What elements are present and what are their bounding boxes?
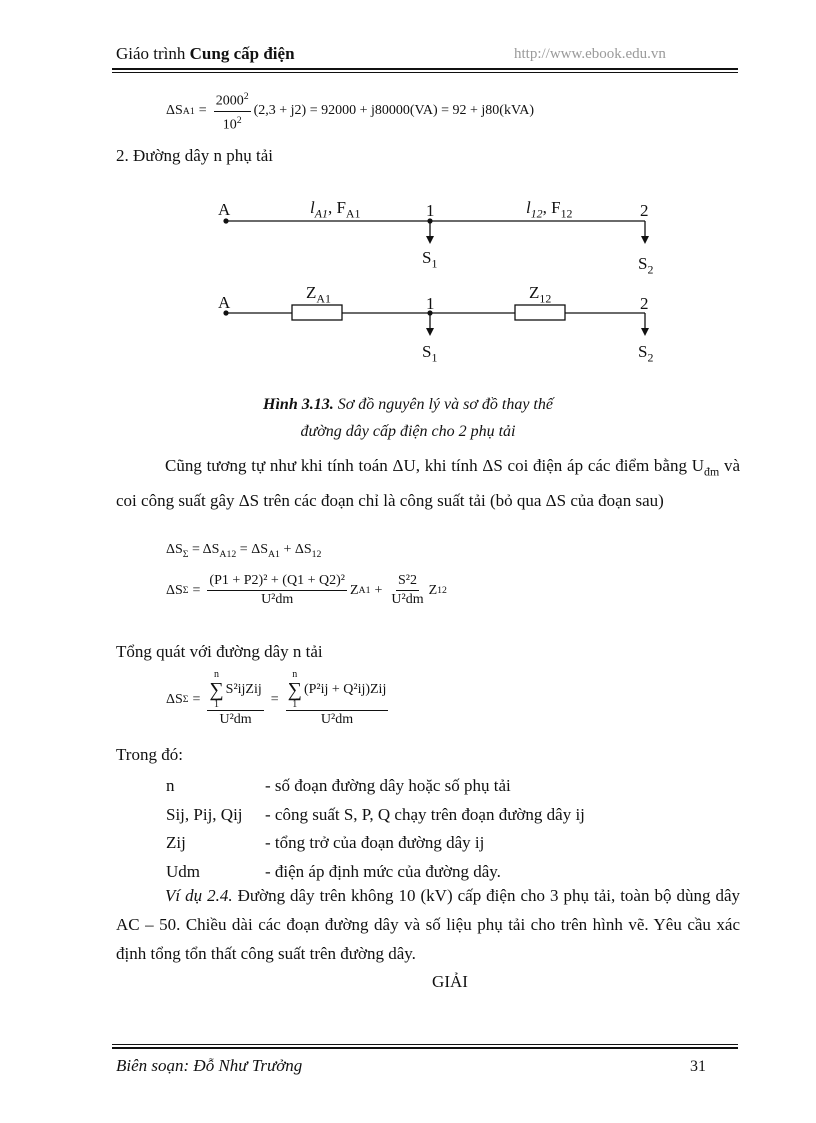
section-heading: 2. Đường dây n phụ tải	[116, 146, 274, 165]
seg1-f: , F	[327, 198, 346, 217]
equation-general	[166, 670, 391, 729]
top-load1-arrow	[426, 236, 434, 244]
za1-label	[306, 283, 331, 306]
gen-sum2-top: n	[292, 669, 298, 680]
gen-frac2	[286, 670, 389, 729]
z12-label	[529, 283, 551, 306]
bottom-load2-label	[638, 342, 653, 365]
header-prefix: Giáo trình	[116, 44, 190, 63]
top-node-2-label: 2	[640, 201, 649, 220]
sum2-plus: +	[374, 582, 383, 598]
gen-sum1-sigma: ∑	[209, 679, 224, 701]
header-url[interactable]: http://www.ebook.edu.vn	[514, 46, 666, 62]
sum2-z2-sub: 12	[437, 585, 447, 596]
legend-symbol-n: n	[166, 776, 175, 795]
top-seg1-label	[310, 198, 360, 221]
seg2-f-sub: 12	[560, 206, 573, 221]
sum2-z1-sub: A1	[358, 585, 371, 596]
sum2-frac1	[207, 572, 347, 609]
equation-sum2	[166, 572, 447, 609]
z12-sub: 12	[539, 291, 552, 306]
sum2-den1: U²dm	[261, 592, 294, 607]
bottom-load1-sub: 1	[431, 350, 438, 365]
p1-part2: coi điện áp các điểm bằng U	[502, 456, 704, 475]
sum1-t2-sub: A1	[267, 548, 280, 560]
example-label: Ví dụ 2.4.	[165, 886, 233, 905]
p1-part1: Cũng tương tự như khi tính toán ΔU, khi tính	[165, 456, 483, 475]
sum2-den2: U²dm	[391, 592, 424, 607]
z12-z: Z	[529, 283, 540, 302]
eq-top-lhs-sub: A1	[182, 105, 195, 117]
top-node-a-label: A	[218, 200, 231, 219]
bottom-load1-arrow	[426, 328, 434, 336]
where-heading: Trong đó:	[116, 745, 183, 764]
gen-num1: S²ijZij	[225, 682, 262, 697]
legend-symbol-sij: Sij, Pij, Qij	[166, 805, 243, 824]
bottom-node-1-label: 1	[426, 294, 435, 313]
p1-part3: và coi công suất gây	[116, 456, 740, 511]
gen-num2: (P²ij + Q²ij)Zij	[303, 682, 387, 697]
seg2-f: , F	[542, 198, 561, 217]
p1-part5: của đoạn sau)	[566, 491, 664, 511]
bottom-node-a-label: A	[218, 293, 231, 312]
top-load1-sub: 1	[431, 256, 438, 271]
seg1-l: l	[310, 198, 315, 217]
header-book-title: Cung cấp điện	[189, 44, 295, 63]
eq-top-rhs: (2,3 + j2) = 92000 + j80000(VA) = 92 + j80(kVA)	[253, 103, 535, 119]
legend-symbol-udm: Udm	[166, 862, 200, 881]
sum1-t3: + ΔS	[283, 542, 312, 557]
eq-top-den-sup: 2	[236, 114, 242, 126]
sum1-lhs-sub: Σ	[182, 548, 189, 560]
caption-label: Hình 3.13.	[263, 396, 334, 413]
impedance-z12	[515, 305, 565, 320]
bottom-node-2-label: 2	[640, 294, 649, 313]
equation-top: ΔS A1 = $\frac{2000^2}{10^2}$ (2,3 + j2) = 92000 + j80000(VA) = 92 + j80(kVA)	[166, 88, 534, 134]
eq-top-num: 2000	[215, 93, 244, 109]
caption-text: Sơ đồ nguyên lý và sơ đồ thay thế	[333, 396, 553, 413]
figure-caption-line2: đường dây cấp điện cho 2 phụ tải	[300, 423, 516, 440]
general-heading: Tổng quát với đường dây n tải	[116, 642, 323, 661]
p1-part4: trên các đoạn chỉ là công suất tải (bỏ qua	[259, 491, 546, 511]
sum1-t2: = ΔS	[239, 542, 268, 557]
gen-den1: U²dm	[219, 712, 252, 727]
footer-rule-thin	[112, 1044, 738, 1045]
example-paragraph	[116, 881, 740, 968]
p1-sym3: ΔS	[545, 491, 567, 511]
seg2-l: l	[526, 198, 531, 217]
sum2-lhs: ΔS	[166, 582, 183, 598]
legend-desc-n: - số đoạn đường dây hoặc số phụ tải	[265, 776, 511, 795]
sum2-num1: (P1 + P2)² + (Q1 + Q2)²	[207, 572, 347, 591]
sum2-frac2	[389, 572, 425, 609]
gen-eq1: =	[192, 691, 201, 707]
sum2-num2: S²2	[396, 572, 419, 591]
top-node-1-label: 1	[426, 201, 435, 220]
top-load1-label	[422, 248, 437, 271]
gen-lhs: ΔS	[166, 691, 183, 707]
p1-sym1: ΔS	[482, 456, 503, 475]
sum1-t1-sub: A12	[219, 548, 237, 560]
bottom-load1-s: S	[422, 342, 432, 361]
example-text: Đường dây trên không 10 (kV) cấp điện cho 3 phụ tải, toàn bộ dùng dây AC – 50. Chiều dài các đoạn đường dây và số liệu phụ tải cho trên hình vẽ. Yêu cầu xác định tổng tổn thất công suất trên đường dây.	[116, 886, 740, 963]
gen-sum2-sigma: ∑	[287, 679, 302, 701]
bottom-load2-s: S	[638, 342, 648, 361]
eq-top-den: 10	[222, 117, 237, 133]
legend-desc-sij: - công suất S, P, Q chạy trên đoạn đường dây ij	[265, 805, 585, 824]
sum1-t1: = ΔS	[192, 542, 220, 557]
legend-desc-udm: - điện áp định mức của đường dây.	[265, 862, 501, 881]
seg1-f-sub: A1	[345, 206, 361, 221]
gen-sum2-bottom: 1	[292, 699, 298, 710]
za1-z: Z	[306, 283, 317, 302]
bottom-load2-sub: 2	[647, 350, 654, 365]
p1-sym2: ΔS	[238, 491, 260, 511]
bottom-load2-arrow	[641, 328, 649, 336]
p1-udm-sub: đm	[704, 464, 720, 479]
footer-rule	[112, 1047, 738, 1049]
paragraph-1	[116, 451, 740, 515]
legend-desc-zij: - tổng trở của đoạn đường dây ij	[265, 833, 485, 852]
top-load2-arrow	[641, 236, 649, 244]
equation-sum1	[166, 542, 321, 560]
top-load1-s: S	[422, 248, 432, 267]
sum2-lhs-sub: Σ	[182, 585, 189, 596]
seg1-l-sub: A1	[314, 206, 328, 221]
footer-author: Biên soạn: Đỗ Như Trưởng	[116, 1056, 303, 1075]
gen-sum1-top: n	[214, 669, 220, 680]
gen-sum1-bottom: 1	[214, 699, 220, 710]
figure-caption	[0, 396, 816, 414]
impedance-za1	[292, 305, 342, 320]
sum2-z2: Z	[428, 582, 438, 598]
bottom-load1-label	[422, 342, 437, 365]
sum1-t3-sub: 12	[311, 548, 322, 560]
legend-symbol-zij: Zij	[166, 833, 186, 852]
eq-top-num-sup: 2	[243, 91, 249, 102]
top-seg2-label	[526, 198, 572, 221]
za1-sub: A1	[316, 291, 331, 306]
gen-lhs-sub: Σ	[182, 694, 189, 705]
top-load2-sub: 2	[647, 262, 654, 277]
top-load2-label	[638, 254, 653, 277]
gen-eq2: =	[270, 691, 279, 707]
sum2-z1: Z	[349, 582, 359, 598]
sum2-eq: =	[192, 582, 201, 598]
seg2-l-sub: 12	[530, 206, 543, 221]
gen-den2: U²dm	[320, 712, 354, 727]
eq-top-lhs: ΔS	[166, 103, 183, 119]
gen-frac1	[207, 670, 263, 729]
solution-heading: GIẢI	[432, 972, 468, 991]
sum1-lhs: ΔS	[166, 542, 183, 557]
top-load2-s: S	[638, 254, 648, 273]
page-number: 31	[690, 1058, 706, 1075]
